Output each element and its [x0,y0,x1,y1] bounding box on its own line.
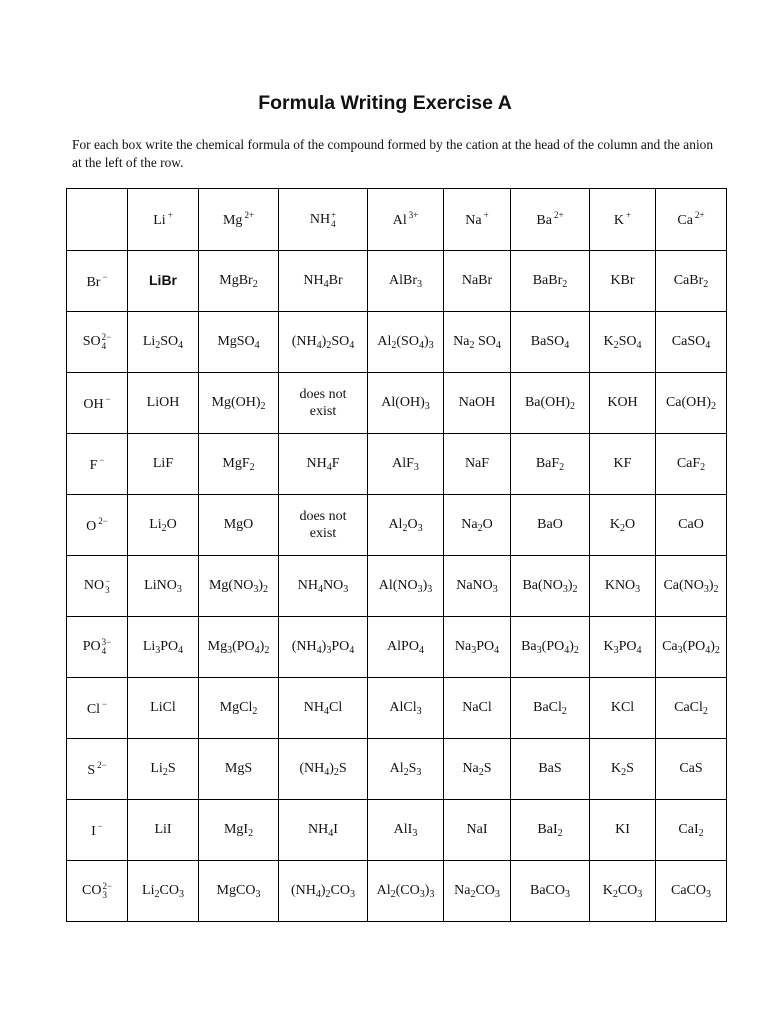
formula-cell [656,556,727,617]
formula-text: MgI$_2$ [223,822,254,839]
cation-header-5 [511,189,590,251]
formula-text: MgBr$_2$ [219,273,258,290]
formula-text: BaBr$_2$ [532,273,568,290]
table-row [67,556,727,617]
cation-label: Ba $^{2+}$ [536,210,564,228]
cation-header-0 [128,189,199,251]
anion-header-9 [67,800,128,861]
anion-header-2 [67,373,128,434]
formula-text: KI [615,822,630,837]
anion-label: PO 3− 4 [82,637,112,656]
formula-text: LiNO$_3$ [144,578,182,595]
formula-text: $Ca(OH)_2$ [665,395,717,412]
formula-text: $NH_4I$ [308,822,338,839]
formula-cell [128,678,199,739]
table-row [67,800,727,861]
formula-cell [368,617,444,678]
formula-cell [199,434,279,495]
formula-text: AlCl$_3$ [389,700,422,717]
formula-text: BaS [538,761,562,776]
anion-label: OH − [83,393,111,412]
formula-cell [656,434,727,495]
formula-cell [368,434,444,495]
anion-header-7 [67,678,128,739]
formula-text: $Ca_3(PO_4)_2$ [662,639,720,656]
example-answer: LiBr [149,272,177,288]
formula-cell [511,800,590,861]
anion-label: F − [89,454,105,473]
formula-text: MgCO$_3$ [216,883,261,900]
formula-text: $Al_2(SO_4)_3$ [377,334,434,351]
formula-text: $Li_3PO_4$ [142,639,184,656]
formula-cell [511,251,590,312]
formula-cell [368,495,444,556]
formula-cell [590,373,656,434]
anion-label: I − [91,820,103,839]
formula-text: $(NH_4)_3PO_4$ [291,639,355,656]
formula-cell [128,251,199,312]
anion-label: SO 2− 4 [82,332,112,351]
anion-label: Br − [86,271,108,290]
formula-cell [444,861,511,922]
cation-header-7 [656,189,727,251]
formula-text: $NH_4Br$ [303,273,343,290]
formula-text: KF [613,456,632,471]
table-row [67,434,727,495]
formula-cell [590,556,656,617]
formula-cell [656,800,727,861]
formula-cell [656,617,727,678]
formula-cell [199,678,279,739]
formula-cell [656,678,727,739]
anion-label: S $^{2-}$ [87,759,107,778]
formula-text: $Ba(NO_3)_2$ [522,578,578,595]
formula-cell [444,434,511,495]
formula-text: CaO [678,517,704,532]
table-row [67,312,727,373]
formula-cell [368,312,444,373]
formula-cell [444,251,511,312]
formula-text: BaCl$_2$ [533,700,567,717]
formula-cell [199,861,279,922]
formula-text: CaCO$_3$ [671,883,711,900]
formula-text: NaF [464,456,490,471]
formula-cell [128,312,199,373]
formula-cell [444,617,511,678]
formula-text: $K_2CO_3$ [602,883,643,900]
formula-cell [590,495,656,556]
formula-table [66,188,727,922]
formula-text: $NH_4Cl$ [303,700,343,717]
formula-text: BaSO$_4$ [530,334,570,351]
formula-cell [590,739,656,800]
formula-text: $Li_2S$ [150,761,176,778]
formula-text: NaI [466,822,488,837]
formula-text: LiCl [150,700,176,715]
formula-cell [279,617,368,678]
formula-cell [511,678,590,739]
formula-cell [279,373,368,434]
anion-header-5 [67,556,128,617]
formula-cell [279,861,368,922]
cation-label: Ca $^{2+}$ [677,210,705,228]
formula-cell [590,251,656,312]
formula-cell [656,495,727,556]
formula-text: $Na_2$ $SO_4$ [453,334,501,351]
formula-text: $Mg(OH)_2$ [211,395,266,412]
formula-cell [590,434,656,495]
corner-cell [67,189,128,251]
formula-cell [128,800,199,861]
anion-header-1 [67,312,128,373]
formula-cell [590,678,656,739]
table-row [67,617,727,678]
formula-text: CaCl$_2$ [674,700,708,717]
formula-text: $Al(OH)_3$ [381,395,430,412]
formula-text: $Ba(OH)_2$ [524,395,576,412]
formula-cell [199,800,279,861]
anion-label: O $^{2-}$ [86,515,108,534]
anion-header-4 [67,495,128,556]
formula-cell [279,434,368,495]
formula-cell [368,800,444,861]
formula-text: $K_2SO_4$ [603,334,642,351]
formula-cell [199,556,279,617]
formula-cell [511,556,590,617]
formula-text: KCl [610,700,635,715]
formula-text: KOH [607,395,638,410]
formula-cell [511,312,590,373]
formula-cell [128,617,199,678]
formula-text: MgSO$_4$ [217,334,260,351]
formula-cell [279,678,368,739]
cation-header-4 [444,189,511,251]
formula-text: $Al_2(CO_3)_3$ [376,883,435,900]
formula-text: $KNO_3$ [604,578,641,595]
anion-label: Cl − [86,698,108,717]
formula-text: MgF$_2$ [222,456,255,473]
formula-text: $Mg(NO_3)_2$ [208,578,268,595]
formula-text: LiI [154,822,172,837]
cation-label: Mg $^{2+}$ [222,210,255,228]
formula-cell [444,312,511,373]
formula-text: NaOH [458,395,496,410]
formula-cell [279,739,368,800]
formula-cell [656,251,727,312]
formula-cell [511,434,590,495]
page-title: Formula Writing Exercise A [258,92,512,114]
formula-cell [656,739,727,800]
formula-text: $Li_2CO_3$ [142,883,184,900]
cation-header-3 [368,189,444,251]
formula-text: $NH_4NO_3$ [297,578,349,595]
formula-text: $Mg_3(PO_4)_2$ [207,639,270,656]
cation-header-2 [279,189,368,251]
anion-header-10 [67,861,128,922]
formula-cell [444,739,511,800]
formula-text: LiF [152,456,174,471]
formula-cell [128,373,199,434]
formula-text: NaBr [461,273,493,288]
formula-text: AlBr$_3$ [389,273,422,290]
cation-label: K + [613,210,632,228]
formula-cell [199,251,279,312]
formula-cell [368,739,444,800]
formula-cell [511,373,590,434]
formula-cell [128,556,199,617]
formula-text: BaO [537,517,563,532]
formula-cell [128,434,199,495]
formula-cell [444,800,511,861]
formula-cell [444,556,511,617]
instructions: For each box write the chemical formula of the compound formed by the cation at the head of the column and the anion at the left of the row. [72,137,714,170]
anion-header-0 [67,251,128,312]
formula-cell [279,251,368,312]
anion-header-8 [67,739,128,800]
formula-text: $Na_2O$ [461,517,493,534]
formula-text: $Na_2CO_3$ [454,883,500,900]
formula-cell [279,556,368,617]
formula-text: BaCO$_3$ [530,883,570,900]
formula-cell [279,495,368,556]
table-row [67,251,727,312]
formula-cell [590,312,656,373]
formula-cell [128,861,199,922]
formula-text: $(NH_4)_2S$ [299,761,347,778]
does-not-exist-text: does not exist [299,509,347,541]
formula-text: $(NH_4)_2SO_4$ [291,334,355,351]
formula-cell [656,312,727,373]
formula-cell [368,861,444,922]
formula-cell [444,678,511,739]
formula-text: $Al_2S_3$ [389,761,422,778]
formula-cell [368,678,444,739]
formula-cell [511,861,590,922]
anion-header-3 [67,434,128,495]
formula-cell [368,373,444,434]
cation-header-1 [199,189,279,251]
formula-text: LiOH [146,395,180,410]
formula-text: NaNO$_3$ [456,578,498,595]
formula-cell [368,556,444,617]
formula-cell [590,800,656,861]
formula-text: KBr [610,273,635,288]
formula-text: CaBr$_2$ [673,273,709,290]
formula-cell [368,251,444,312]
formula-cell [444,495,511,556]
formula-text: $Ba_3(PO_4)_2$ [521,639,579,656]
formula-text: BaF$_2$ [535,456,565,473]
formula-text: $Na_3PO_4$ [454,639,500,656]
anion-label: NO − 3 [83,576,111,595]
formula-cell [128,495,199,556]
formula-text: BaI$_2$ [537,822,563,839]
table-row [67,373,727,434]
formula-text: AlI$_3$ [393,822,418,839]
formula-text: $K_3PO_4$ [603,639,642,656]
formula-cell [511,495,590,556]
table-row [67,739,727,800]
formula-text: CaI$_2$ [678,822,704,839]
formula-text: $Na_2S$ [462,761,492,778]
formula-text: CaSO$_4$ [671,334,711,351]
table-row [67,678,727,739]
formula-text: CaS [679,761,703,776]
formula-cell [511,739,590,800]
formula-cell [590,861,656,922]
formula-cell [199,312,279,373]
anion-label: CO 2− 3 [81,881,113,900]
formula-text: NaCl [462,700,492,715]
formula-text: $(NH_4)_2CO_3$ [290,883,355,900]
formula-text: $Ca(NO_3)_2$ [663,578,719,595]
formula-text: MgCl$_2$ [219,700,258,717]
formula-text: $Al_2O_3$ [388,517,423,534]
formula-cell [199,373,279,434]
formula-text: $NH_4F$ [306,456,340,473]
cation-label: Na + [465,210,489,228]
anion-header-6 [67,617,128,678]
cation-header-row [67,189,727,251]
does-not-exist-text: does not exist [299,387,347,419]
table-row [67,861,727,922]
cation-header-6 [590,189,656,251]
formula-text: $Li_2O$ [149,517,177,534]
cation-label: Li + [153,210,173,228]
formula-cell [444,373,511,434]
formula-text: $Al(NO_3)_3$ [378,578,433,595]
formula-cell [199,495,279,556]
formula-cell [511,617,590,678]
formula-text: $Li_2SO_4$ [142,334,184,351]
formula-cell [656,861,727,922]
formula-cell [199,617,279,678]
formula-text: $K_2S$ [611,761,634,778]
formula-text: AlPO$_4$ [387,639,424,656]
formula-cell [199,739,279,800]
formula-text: MgO [223,517,254,532]
formula-cell [279,800,368,861]
formula-cell [279,312,368,373]
formula-cell [656,373,727,434]
formula-text: CaF$_2$ [676,456,706,473]
formula-cell [590,617,656,678]
formula-cell [128,739,199,800]
formula-text: AlF$_3$ [392,456,419,473]
table-row [67,495,727,556]
cation-label: NH + 4 [309,209,337,229]
formula-text: MgS [224,761,253,776]
formula-text: $K_2O$ [609,517,636,534]
cation-label: Al $^{3+}$ [392,210,419,228]
